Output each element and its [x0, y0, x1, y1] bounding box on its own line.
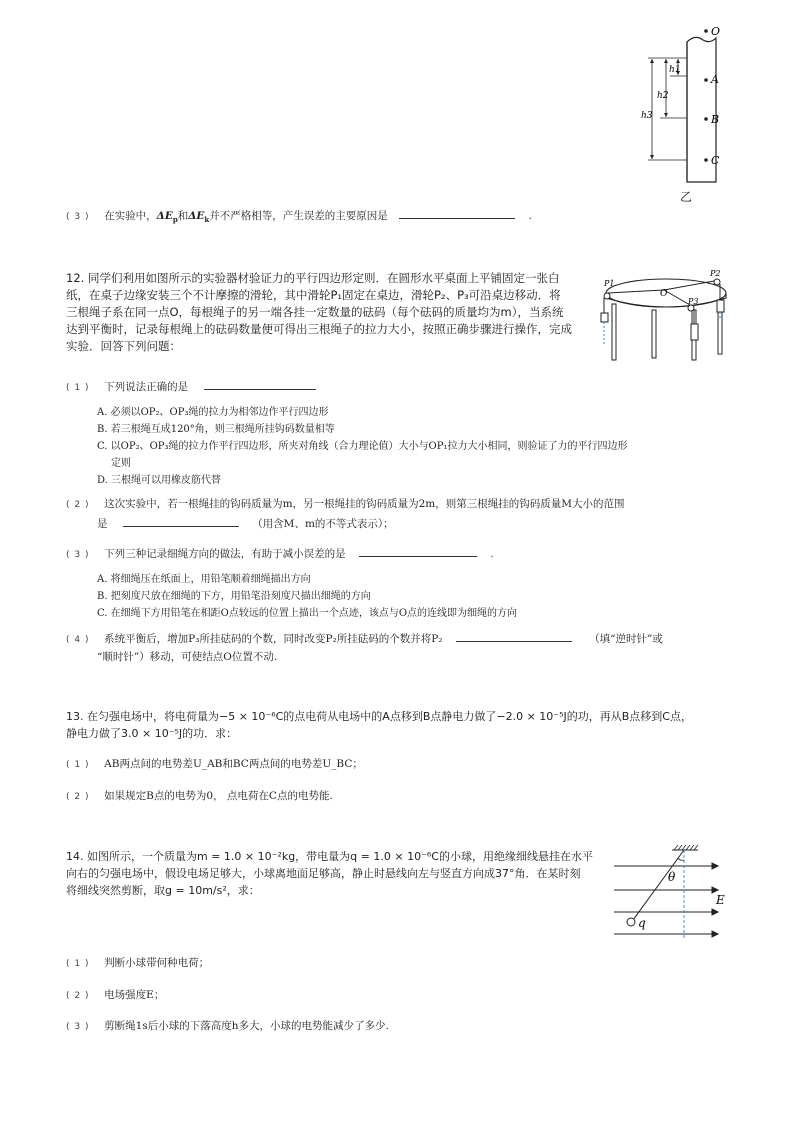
q12-part4-number: ( 4 )	[66, 635, 90, 645]
q12-part3-answer-blank[interactable]	[359, 545, 477, 557]
fig-yi-h3: h3	[641, 111, 653, 121]
q12-part4-answer-blank[interactable]	[456, 630, 572, 642]
fig-yi-h2: h2	[657, 91, 669, 101]
q12-part3-option-a: A. 将细绳压在纸面上，用铅笔顺着细绳描出方向	[97, 574, 311, 585]
q12-part3-option-b: B. 把刻度尺放在细绳的下方，用铅笔沿刻度尺描出细绳的方向	[97, 591, 371, 602]
fig-q-label: q	[638, 916, 646, 930]
q14-part2-text: 电场强度E；	[104, 989, 165, 1001]
point-b-dot	[704, 117, 708, 121]
q14-part2	[66, 987, 164, 1005]
q14-line-2: 向右的匀强电场中，假设电场足够大，小球离地面足够高，静止时悬线向左与竖直方向成37°角．在某时刻	[66, 867, 581, 880]
q13-part1	[66, 756, 363, 774]
point-c-label: C	[711, 154, 720, 167]
q14-part3-number: ( 3 )	[66, 1022, 90, 1032]
q12-part3	[66, 545, 494, 564]
q12-part1-option-d: D. 三根绳可以用橡皮筋代替	[97, 475, 222, 486]
q12-part4-line1b: （填“逆时针”或	[589, 633, 663, 645]
q14-part1-text: 判断小球带何种电荷；	[104, 957, 210, 969]
q12-part4	[66, 630, 663, 649]
q12-part3-end: .	[490, 548, 494, 560]
q12-part1-option-a: A. 必须以OP₂、OP₃绳的拉力为相邻边作平行四边形	[97, 407, 329, 418]
q13-stem	[66, 708, 692, 742]
q12-part4-line2: “顺时针”）移动，可使结点O位置不动.	[97, 651, 278, 663]
q12-part3-number: ( 3 )	[66, 550, 90, 560]
figure-yi-caption: 乙	[680, 190, 693, 204]
fig-p1-label: P1	[604, 279, 615, 288]
q12-part2-answer-blank[interactable]	[123, 515, 239, 527]
q11-part3-end: .	[528, 210, 532, 222]
q12-line-1: 12. 同学们利用如图所示的实验器材验证力的平行四边形定则．在圆形水平桌面上平铺固定一张白	[66, 271, 560, 285]
delta-ep: ΔE	[156, 210, 173, 222]
q12-table-figure	[596, 266, 742, 366]
delta-ek: ΔE	[188, 210, 205, 222]
delta-ek-sub: k	[204, 215, 210, 225]
figure-yi-points	[700, 20, 740, 170]
q13-part2-text: 如果规定B点的电势为0， 点电荷在C点的电势能.	[104, 790, 333, 802]
q13-part1-text: AB两点间的电势差U_AB和BC两点间的电势差U_BC；	[104, 758, 363, 770]
q11-part3-and: 和	[177, 210, 189, 222]
q14-line-1: 14. 如图所示，一个质量为m = 1.0 × 10⁻²kg，带电量为q = 1.0 × 10⁻⁶C的小球，用绝缘细线悬挂在水平	[66, 850, 593, 863]
q12-part1	[66, 378, 316, 397]
charged-ball	[627, 918, 635, 926]
fig-o-label: O	[660, 289, 668, 299]
q14-part1-number: ( 1 )	[66, 959, 90, 969]
q12-stem	[66, 270, 572, 355]
fig-p2-label: P2	[710, 269, 721, 278]
fig-p3-label: P3	[688, 297, 699, 306]
fig-yi-h1: h1	[669, 65, 681, 75]
q12-part2-number: ( 2 )	[66, 500, 90, 510]
q14-part1	[66, 955, 209, 973]
q12-part2-line2-prefix: 是	[97, 518, 108, 530]
q12-part3-options	[97, 571, 517, 622]
fig-theta-label: θ	[668, 870, 676, 884]
fig-e-label: E	[716, 893, 725, 907]
q12-line-4: 达到平衡时，记录每根绳上的砝码数量便可得出三根绳子的拉力大小，按照正确步骤进行操作，完成	[66, 322, 572, 336]
q12-part1-options	[97, 404, 627, 489]
q12-part1-answer-blank[interactable]	[204, 378, 316, 390]
q11-part3-post: 并不严格相等，产生误差的主要原因是	[209, 210, 388, 222]
q12-part3-text: 下列三种记录细绳方向的做法，有助于减小误差的是	[104, 548, 346, 560]
q14-field-figure	[612, 842, 736, 942]
point-a-label: A	[711, 73, 719, 86]
q13-line-2: 静电力做了3.0 × 10⁻⁵J的功．求：	[66, 727, 238, 740]
point-o-dot	[704, 29, 708, 33]
q12-part2-line2-suffix: （用含M、m的不等式表示）；	[252, 518, 394, 530]
q13-part2	[66, 788, 333, 806]
q12-part1-option-c: C. 以OP₂、OP₃绳的拉力作平行四边形，所夹对角线（合力理论值）大小与OP₁拉力大小相同，则验证了力的平行四边形	[97, 441, 628, 452]
q12-part1-number: ( 1 )	[66, 383, 90, 393]
delta-ep-sub: p	[172, 215, 178, 225]
q12-part4-line1a: 系统平衡后，增加P₃所挂砝码的个数，同时改变P₂所挂砝码的个数并将P₂	[104, 633, 443, 645]
point-o-label: O	[711, 25, 721, 38]
q12-part1-option-c-cont: 定则	[111, 458, 131, 469]
q11-part3-number: ( 3 )	[66, 212, 90, 222]
point-b-label: B	[711, 113, 720, 126]
q13-part2-number: ( 2 )	[66, 792, 90, 802]
q12-part3-option-c: C. 在细绳下方用铅笔在相距O点较远的位置上描出一个点迹，该点与O点的连线即为细绳的方向	[97, 608, 518, 619]
q11-part3-pre: 在实验中，	[104, 210, 157, 222]
q14-part2-number: ( 2 )	[66, 991, 90, 1001]
q13-line-1: 13. 在匀强电场中，将电荷量为−5 × 10⁻⁶C的点电荷从电场中的A点移到B点静电力做了−2.0 × 10⁻⁵J的功，再从B点移到C点，	[66, 710, 692, 723]
q14-part3-text: 剪断绳1s后小球的下落高度h多大，小球的电势能减少了多少.	[104, 1020, 389, 1032]
q11-part3-answer-blank[interactable]	[399, 207, 515, 219]
q11-part3	[66, 207, 532, 228]
q12-part1-text: 下列说法正确的是	[104, 381, 189, 393]
q13-part1-number: ( 1 )	[66, 760, 90, 770]
q12-part2	[66, 496, 625, 514]
q12-line-2: 纸，在桌子边缘安装三个不计摩擦的滑轮，其中滑轮P₁固定在桌边，滑轮P₂、P₃可沿桌边移动．将	[66, 288, 561, 302]
q12-line-3: 三根绳子系在同一点O，每根绳子的另一端各挂一定数量的砝码（每个砝码的质量均为m），当系统	[66, 305, 564, 319]
q12-part2-line1: 这次实验中，若一根绳挂的钩码质量为m，另一根绳挂的钩码质量为2m，则第三根绳挂的钩码质量M大小的范围	[104, 498, 625, 510]
q14-line-3: 将细线突然剪断，取g = 10m/s²，求：	[66, 884, 260, 897]
q14-stem	[66, 848, 593, 899]
q14-part3	[66, 1018, 389, 1036]
q12-line-5: 实验．回答下列问题：	[66, 339, 181, 353]
point-c-dot	[704, 158, 708, 162]
q12-part2-line2	[97, 515, 394, 533]
q12-part1-option-b: B. 若三根绳互成120°角，则三根绳所挂钩码数量相等	[97, 424, 335, 435]
